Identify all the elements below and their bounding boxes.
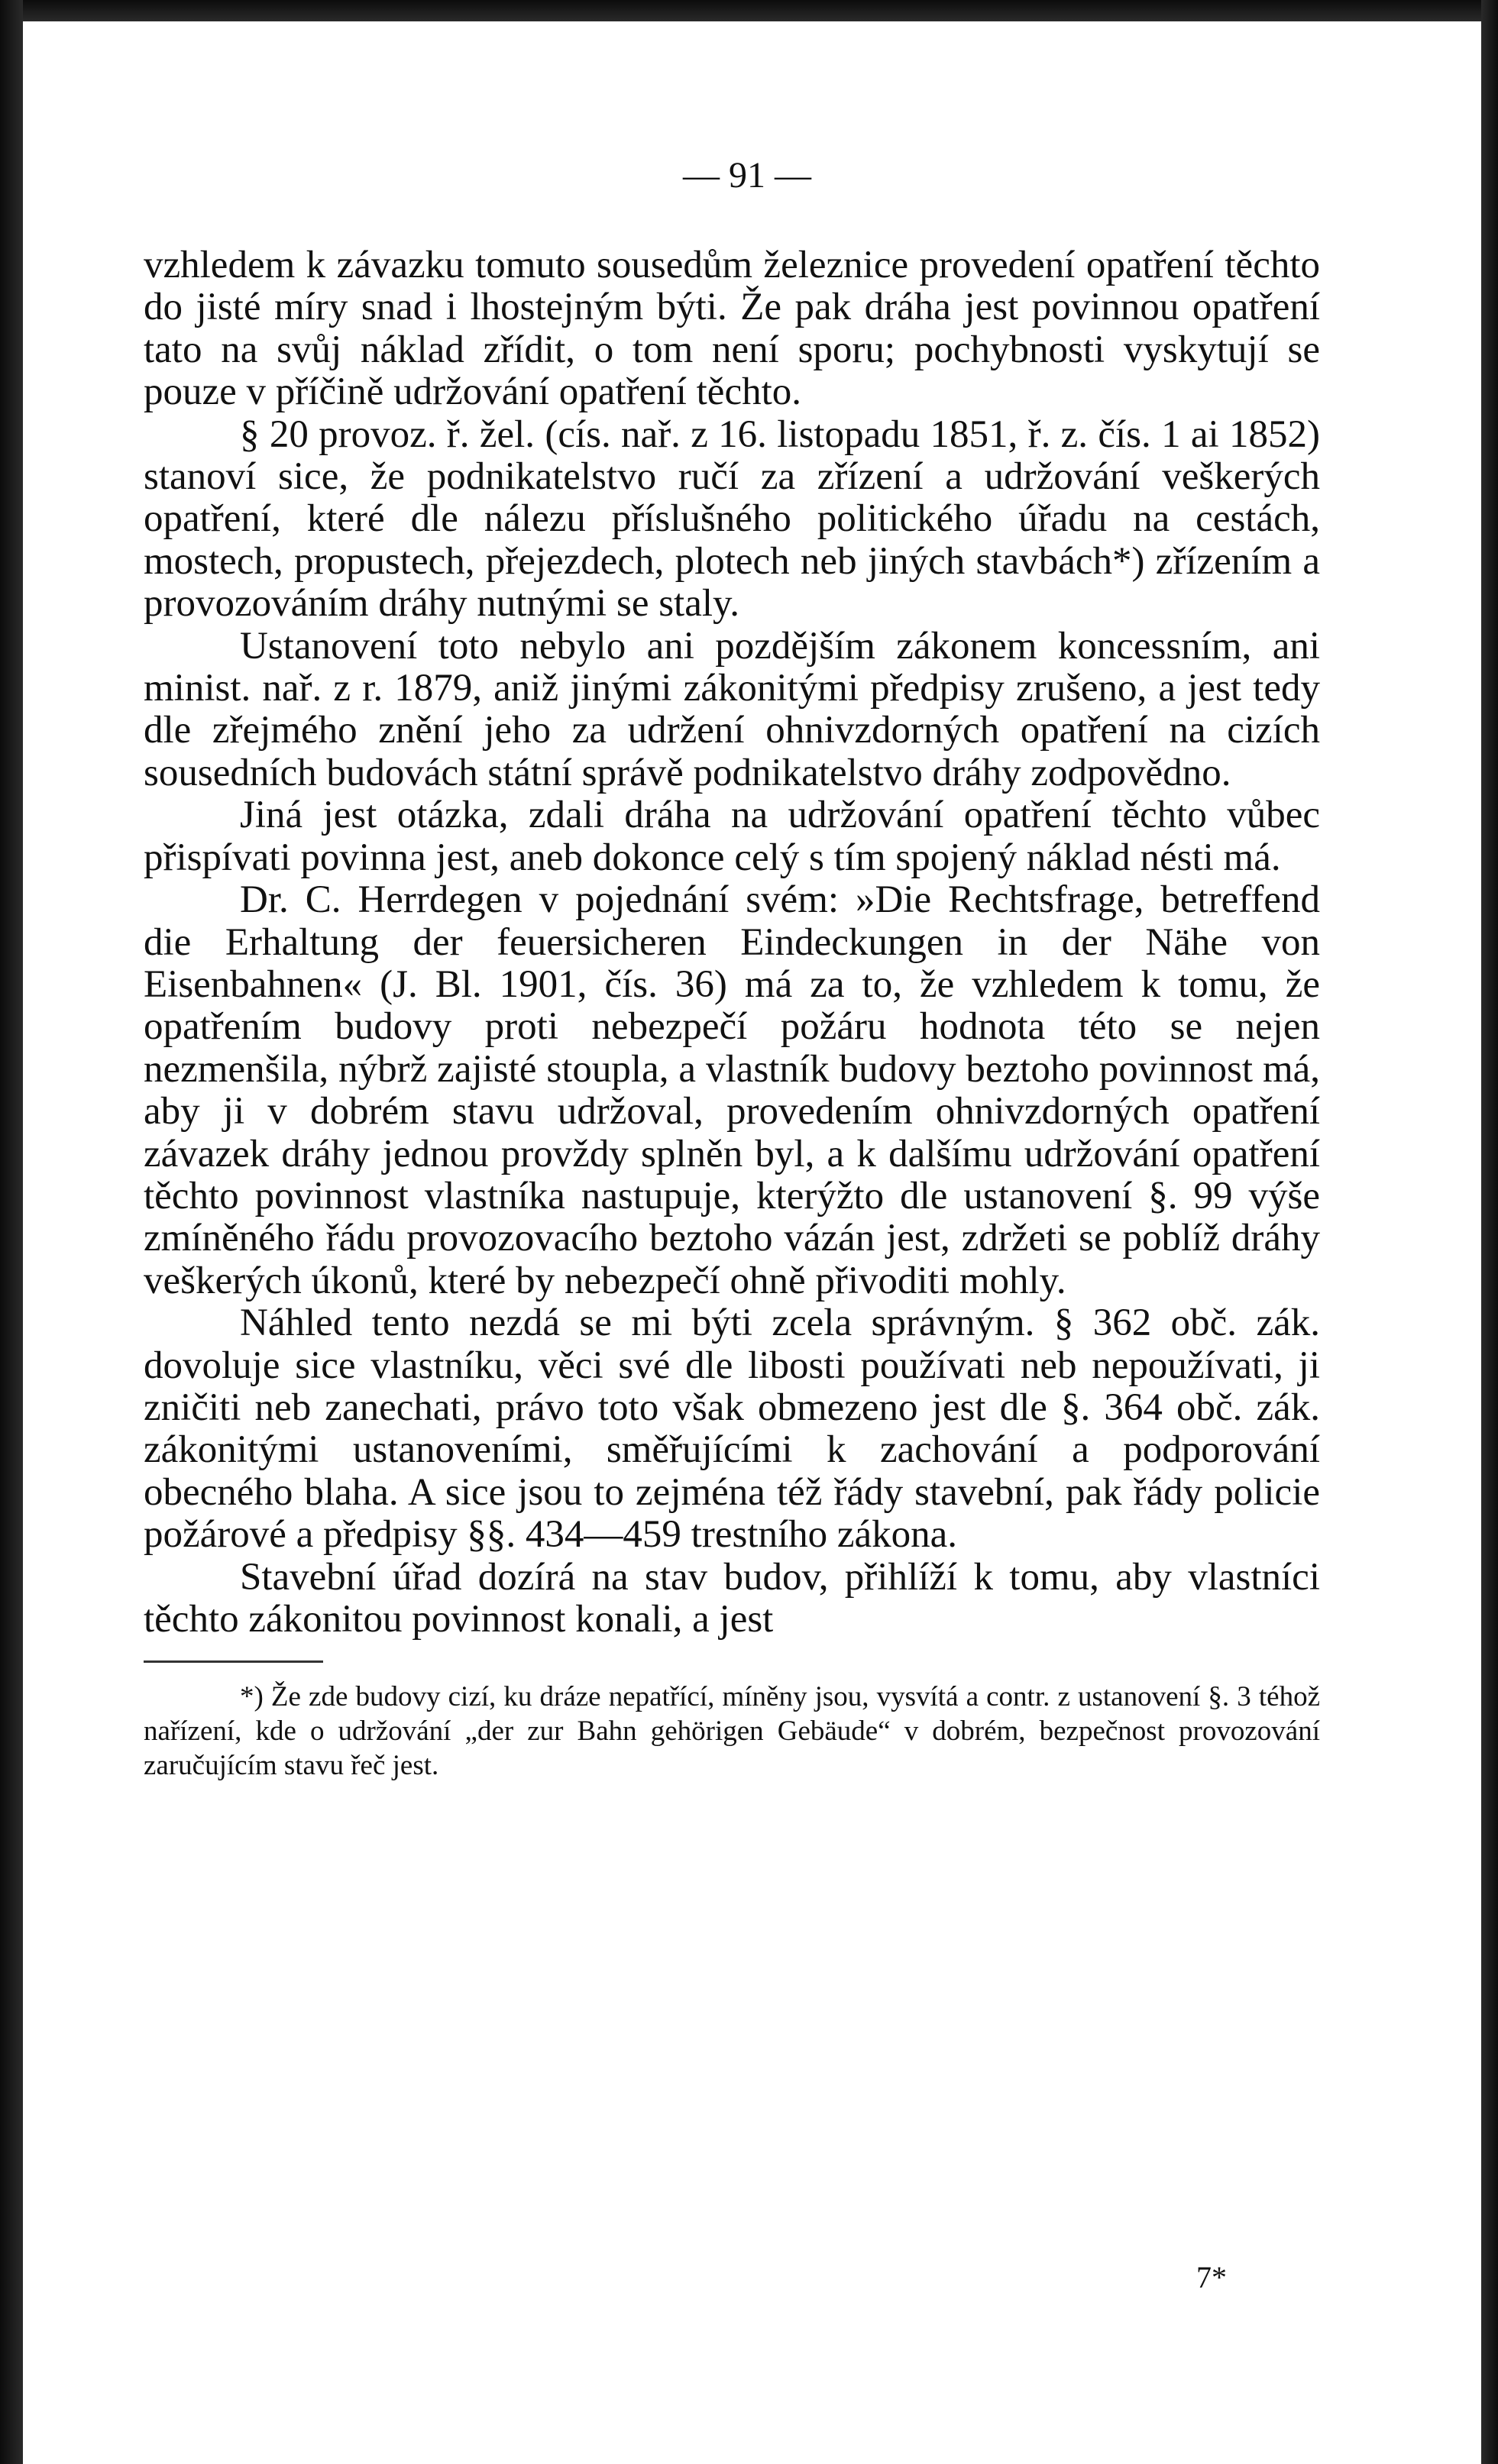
footnotes: [144, 1680, 1320, 1783]
scan-edge-top: [0, 0, 1498, 21]
body-text: [144, 244, 1320, 1641]
paragraph: § 20 provoz. ř. žel. (cís. nař. z 16. listopadu 1851, ř. z. čís. 1 ai 1852) stanoví sice, že podnikatelstvo ručí za zřízení a udržování veškerých opatření, které dle nálezu příslušného politického úřadu na cestách, mostech, propustech, přejezdech, plotech neb jiných stavbách*) zřízením a provozováním dráhy nutnými se staly.: [144, 412, 1320, 626]
paragraph: Ustanovení toto nebylo ani pozdějším zákonem koncessním, ani minist. nař. z r. 1879, aniž jinými zákonitými předpisy zrušeno, a jest tedy dle zřejmého znění jeho za udržení ohnivzdorných opatření na cizích sousedních budovách státní správě podnikatelstvo dráhy zodpovědno.: [144, 624, 1320, 794]
signature-mark: 7*: [1196, 2260, 1227, 2294]
paragraph: Dr. C. Herrdegen v pojednání svém: »Die Rechtsfrage, betreffend die Erhaltung der feuersicheren Eindeckungen in der Nähe von Eisenbahnen« (J. Bl. 1901, čís. 36) má za to, že vzhledem k tomu, že opatřením budovy proti nebezpečí požáru hodnota této se nejen nezmenšila, nýbrž zajisté stoupla, a vlastník budovy beztoho povinnost má, aby ji v dobrém stavu udržoval, provedením ohnivzdorných opatření závazek dráhy jednou provždy splněn byl, a k dalšímu udržování opatření těchto povinnost vlastníka nastupuje, kterýžto dle ustanovení §. 99 výše zmíněného řádu provozovacího beztoho vázán jest, zdržeti se poblíž dráhy veškerých úkonů, které by nebezpečí ohně přivoditi mohly.: [144, 878, 1320, 1302]
paragraph: Náhled tento nezdá se mi býti zcela správným. § 362 obč. zák. dovoluje sice vlastníku, věci své dle libosti používati neb nepoužívati, ji zničiti neb zanechati, právo toto však obmezeno jest dle §. 364 obč. zák. zákonitými ustanoveními, směřujícími k zachování a podporování obecného blaha. A sice jsou to zejména též řády stavební, pak řády policie požárové a předpisy §§. 434—459 trestního zákona.: [144, 1302, 1320, 1557]
footnote-divider: [144, 1660, 323, 1663]
page-number: — 91 —: [683, 155, 811, 196]
footnote: *) Že zde budovy cizí, ku dráze nepatřící, míněny jsou, vysvítá a contr. z ustanovení §. 3 téhož nařízení, kde o udržování „der zur Bahn gehörigen Gebäude“ v dobrém, bezpečnost provozování zaručujícím stavu řeč jest.: [144, 1681, 1320, 1782]
paragraph: vzhledem k závazku tomuto sousedům železnice provedení opatření těchto do jisté míry snad i lhostejným býti. Že pak dráha jest povinnou opatření tato na svůj náklad zřídit, o tom není sporu; pochybnosti vyskytují se pouze v příčině udržování opatření těchto.: [144, 244, 1320, 414]
paragraph: Jiná jest otázka, zdali dráha na udržování opatření těchto vůbec přispívati povinna jest, aneb dokonce celý s tím spojený náklad nésti má.: [144, 794, 1320, 879]
scan-edge-right: [1481, 0, 1498, 2464]
book-page: [144, 153, 1320, 1783]
paragraph: Stavební úřad dozírá na stav budov, přihlíží k tomu, aby vlastníci těchto zákonitou povinnost konali, a jest: [144, 1555, 1320, 1641]
scan-edge-left: [0, 0, 23, 2464]
